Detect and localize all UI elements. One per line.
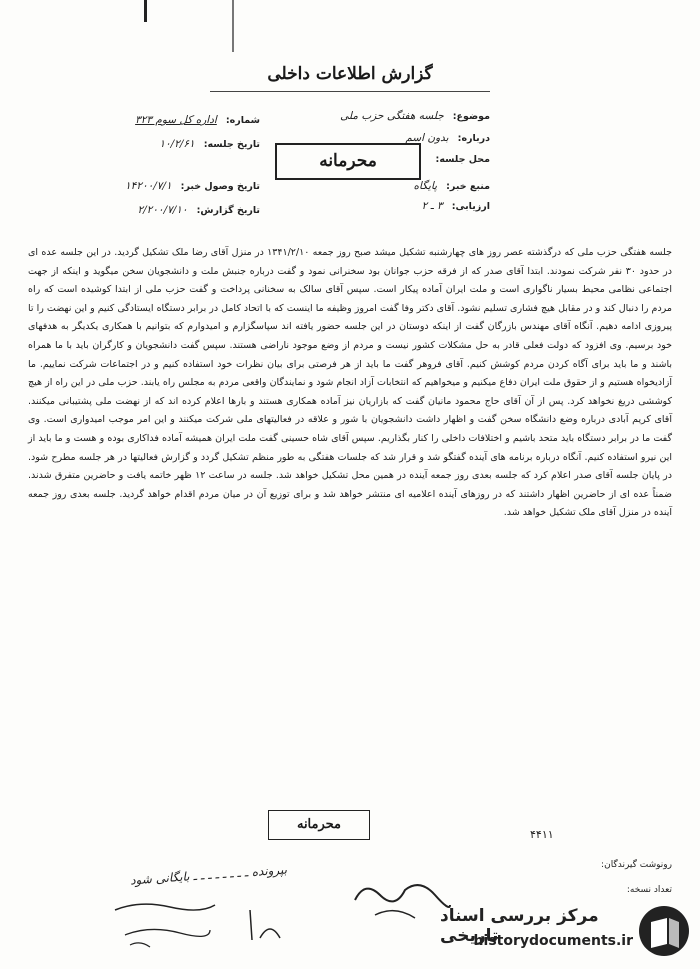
bottom-classification-stamp: محرمانه (268, 810, 370, 840)
meeting-date-row (159, 138, 260, 150)
subject-value: جلسه هفتگی حزب ملی (340, 110, 444, 122)
receipt-date-label: تاریخ وصول خبر: (180, 181, 260, 192)
location-row (436, 154, 490, 165)
about-value: بدون اسم (405, 132, 449, 144)
title-underline (210, 91, 490, 92)
subject-row (340, 110, 490, 122)
scan-fold-mark (232, 0, 234, 52)
report-date-value: ۲/۲۰۰/۷/۱۰ (137, 204, 188, 216)
copy-count-label: تعداد نسخه: (626, 885, 672, 895)
receipt-date-row (125, 180, 260, 192)
number-row (135, 114, 260, 126)
scan-fold-mark (144, 0, 147, 22)
footer-number: ۴۴۱۱ (530, 828, 554, 841)
location-label: محل جلسه: (435, 154, 490, 165)
watermark-website: historydocuments.ir (473, 933, 633, 949)
about-label: درباره: (457, 133, 490, 144)
number-value: اداره کل سوم ۳۲۳ (135, 114, 217, 126)
source-label: منبع خبر: (446, 181, 490, 192)
meeting-date-label: تاریخ جلسه: (203, 139, 260, 150)
document-title: گزارش اطلاعات داخلی (267, 64, 433, 84)
evaluation-value: ۳ ـ ۲ (421, 200, 443, 212)
report-date-label: تاریخ گزارش: (196, 205, 260, 216)
classification-stamp: محرمانه (275, 143, 421, 180)
source-value: پایگاه (413, 180, 438, 192)
handwritten-note: بپرونده ـ ـ ـ ـ ـ ـ ـ ـ بایگانی شود (129, 862, 288, 888)
archive-watermark (440, 900, 695, 962)
number-label: شماره: (225, 115, 260, 126)
receipt-date-value: ۱۴۲۰۰/۷/۱ (125, 180, 172, 192)
evaluation-row (422, 200, 490, 212)
subject-label: موضوع: (452, 111, 490, 122)
signature-small (240, 900, 290, 950)
watermark-org-name: مرکز بررسی اسناد تاریخی (440, 906, 599, 946)
meeting-date-value: ۱۰/۲/۶۱ (159, 138, 195, 150)
signature-center (345, 870, 455, 930)
signature-left (110, 895, 220, 955)
report-date-row (137, 204, 260, 216)
recipients-label: رونوشت گیرندگان: (601, 860, 672, 870)
evaluation-label: ارزیابی: (451, 201, 490, 212)
archive-logo-icon (637, 904, 691, 958)
report-body: جلسه هفتگی حزب ملی که درگذشته عصر روز های چهارشنبه تشکیل میشد صبح روز جمعه ۱۳۴۱/۲/۱۰ در منزل آقای رضا ملک تشکیل گردید. در این جلسه عده ای در حدود ۳۰ نفر شرکت نمودند. ابتدا آقای صدر که از فرقه حزب جوانان بود سخنرانی نمود و گفت درباره جنبش ملت و دانشجویان سخن میگوید و اینکه از جهت اجتماعی نظامی محیط بسیار ناگواری است و ملت ایران آماده پیکار است. سپس آقای سالک به سخنانی پرداخت و گفت حزب ملی از ابتدا کوشیده است که راه مردم را دنبال کند و در مقابل هیچ فشاری تسلیم نشود. آقای دکتر وفا گفت امروز وظیفه ما اینست که با اتحاد کامل در برابر دستگاه ایستادگی کنیم و این نهضت را تا پیروزی ادامه دهیم. آنگاه آقای مهندس بازرگان گفت از اینکه دوستان در این جلسه حضور یافته اند سپاسگزارم و امیدوارم که بتوانیم با همکاری یکدیگر به هدفهای خود برسیم. وی افزود که دولت فعلی قادر به حل مشکلات کشور نیست و مردم از وضع موجود ناراضی هستند. سپس گفت دانشجویان و کارگران باید با ما همراه باشند و ما باید برای آگاه کردن مردم کوشش کنیم. آقای فروهر گفت ما باید از هر فرصتی برای بیان نظرات خود استفاده کنیم و در اجتماعات شرکت نماییم. ما آزادیخواه هستیم و از حقوق ملت ایران دفاع میکنیم و میخواهیم که انتخابات آزاد انجام شود و نمایندگان واقعی مردم به مجلس راه یابند. حزب ملی در این راه از هیچ کوششی دریغ نخواهد کرد. پس از آن آقای حاج محمود مانیان گفت که بازاریان نیز آماده همکاری هستند و بارها اعلام کرده اند که از نهضت ملی پشتیبانی میکنند. آقای کریم آبادی درباره وضع دانشگاه سخن گفت و اظهار داشت دانشجویان با شور و علاقه در فعالیتهای ملی شرکت میکنند و این امر موجب امیدواری است. وی گفت ما در برابر دستگاه باید متحد باشیم و اختلافات داخلی را کنار بگذاریم. سپس آقای شاه حسینی گفت ملت ایران همیشه آماده فداکاری بوده و هست و ما باید از این نیرو استفاده کنیم. آنگاه درباره برنامه های آینده گفتگو شد و قرار شد که جلسات هفتگی به طور منظم تشکیل گردد و گزارش فعالیتها در هر جلسه مطرح شود. در پایان جلسه آقای صدر اعلام کرد که جلسه بعدی روز جمعه آینده در همین محل تشکیل خواهد شد. جلسه در ساعت ۱۲ ظهر خاتمه یافت و حاضرین متفرق شدند. ضمناً عده ای از حاضرین اظهار داشتند که در روزهای آینده اعلامیه ای منتشر خواهد شد و برای توزیع آن در میان مردم اقدام خواهد گردید. جلسه بعدی روز جمعه آینده در منزل آقای ملک تشکیل خواهد شد. (28, 247, 673, 519)
source-row (414, 180, 490, 192)
